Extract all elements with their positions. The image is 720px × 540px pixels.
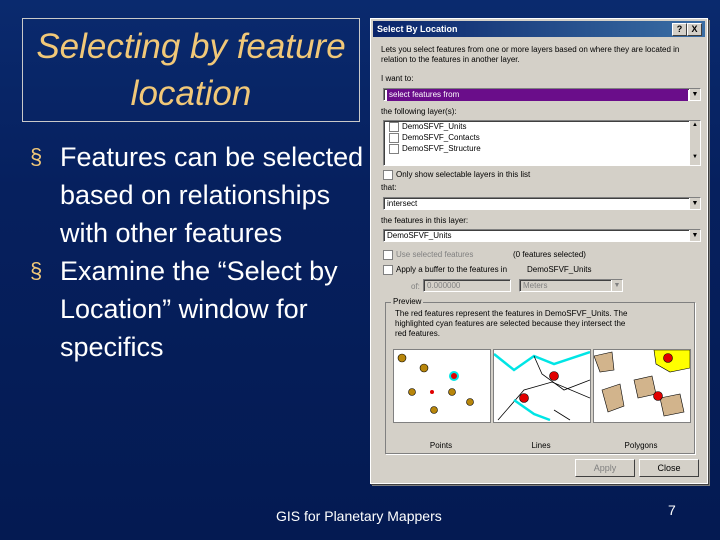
panel-caption: Polygons (624, 441, 658, 450)
bullet-marker-icon: § (30, 144, 43, 169)
action-dropdown-value: select features from (387, 89, 688, 101)
points-preview-graphic (394, 350, 490, 422)
checkbox[interactable] (389, 144, 399, 154)
layer-row[interactable] (387, 143, 700, 154)
page-number: 7 (668, 502, 676, 518)
layer-name: DemoSFVF_Units (402, 122, 467, 131)
checkbox[interactable] (383, 250, 393, 260)
bullet-list (30, 138, 370, 366)
relation-dropdown[interactable] (383, 197, 701, 210)
only-show-label: Only show selectable layers in this list (396, 170, 531, 180)
use-selected-label: Use selected features (396, 250, 474, 260)
preview-label: Preview (393, 297, 422, 306)
help-button[interactable]: ? (672, 23, 687, 36)
chevron-down-icon[interactable]: ▼ (689, 230, 700, 241)
i-want-to-label: I want to: (381, 74, 414, 83)
close-x-button[interactable]: X (687, 23, 702, 36)
close-button[interactable]: Close (639, 459, 699, 477)
buffer-layer: DemoSFVF_Units (527, 265, 592, 274)
chevron-down-icon[interactable]: ▼ (689, 198, 700, 209)
apply-button[interactable]: Apply (575, 459, 635, 477)
slide-title-box (22, 18, 360, 122)
layer-name: DemoSFVF_Contacts (402, 133, 480, 142)
only-show-checkbox[interactable] (383, 170, 530, 180)
preview-text: The red features represent the features in DemoSFVF_Units. The highlighted cyan features are selected because they intersect the red features. (395, 309, 628, 338)
slide-footer: GIS for Planetary Mappers (276, 508, 442, 524)
dialog-title: Select By Location (377, 24, 458, 34)
layers-scrollbar[interactable]: ▲ ▼ (689, 121, 700, 165)
relation-value: intersect (387, 199, 418, 208)
checkbox[interactable] (389, 133, 399, 143)
polygons-preview-graphic (594, 350, 690, 422)
buffer-label: Apply a buffer to the features in (396, 265, 508, 275)
dialog-titlebar (373, 21, 705, 37)
layer-row[interactable] (387, 121, 700, 132)
chevron-down-icon[interactable]: ▼ (689, 89, 700, 100)
action-dropdown[interactable] (383, 88, 701, 101)
panel-caption: Lines (531, 441, 551, 450)
polygons-preview-panel (593, 349, 691, 423)
buffer-units-value: Meters (523, 281, 548, 290)
features-in-layer-label: the features in this layer: (381, 216, 469, 225)
selected-count: (0 features selected) (513, 250, 586, 259)
of-label: of: (411, 282, 420, 291)
bullet-item (30, 138, 370, 252)
panel-caption: Points (429, 441, 453, 450)
slide-title: Selecting by feature location (36, 27, 346, 113)
checkbox[interactable] (389, 122, 399, 132)
bullet-text: Features can be selected based on relationships with other features (60, 142, 364, 248)
layer-row[interactable] (387, 132, 700, 143)
checkbox[interactable] (383, 265, 393, 275)
buffer-checkbox[interactable] (383, 265, 507, 275)
source-layer-dropdown[interactable] (383, 229, 701, 242)
source-layer-value: DemoSFVF_Units (387, 231, 452, 240)
bullet-text: Examine the “Select by Location” window for specifics (60, 256, 338, 362)
use-selected-checkbox[interactable] (383, 250, 473, 260)
following-layers-label: the following layer(s): (381, 107, 457, 116)
points-preview-panel (393, 349, 491, 423)
checkbox[interactable] (383, 170, 393, 180)
intro-text: Lets you select features from one or more layers based on where they are located in relation to the features in another layer. (381, 45, 680, 64)
lines-preview-graphic (494, 350, 590, 422)
lines-preview-panel (493, 349, 591, 423)
select-by-location-dialog (370, 18, 708, 484)
chevron-down-icon[interactable]: ▼ (611, 280, 622, 291)
buffer-units-dropdown[interactable] (519, 279, 623, 292)
bullet-item (30, 252, 370, 366)
bullet-marker-icon: § (30, 258, 43, 283)
layer-name: DemoSFVF_Structure (402, 144, 481, 153)
buffer-distance-input[interactable]: 0.000000 (423, 279, 511, 292)
layers-list (383, 120, 701, 166)
that-label: that: (381, 183, 397, 192)
